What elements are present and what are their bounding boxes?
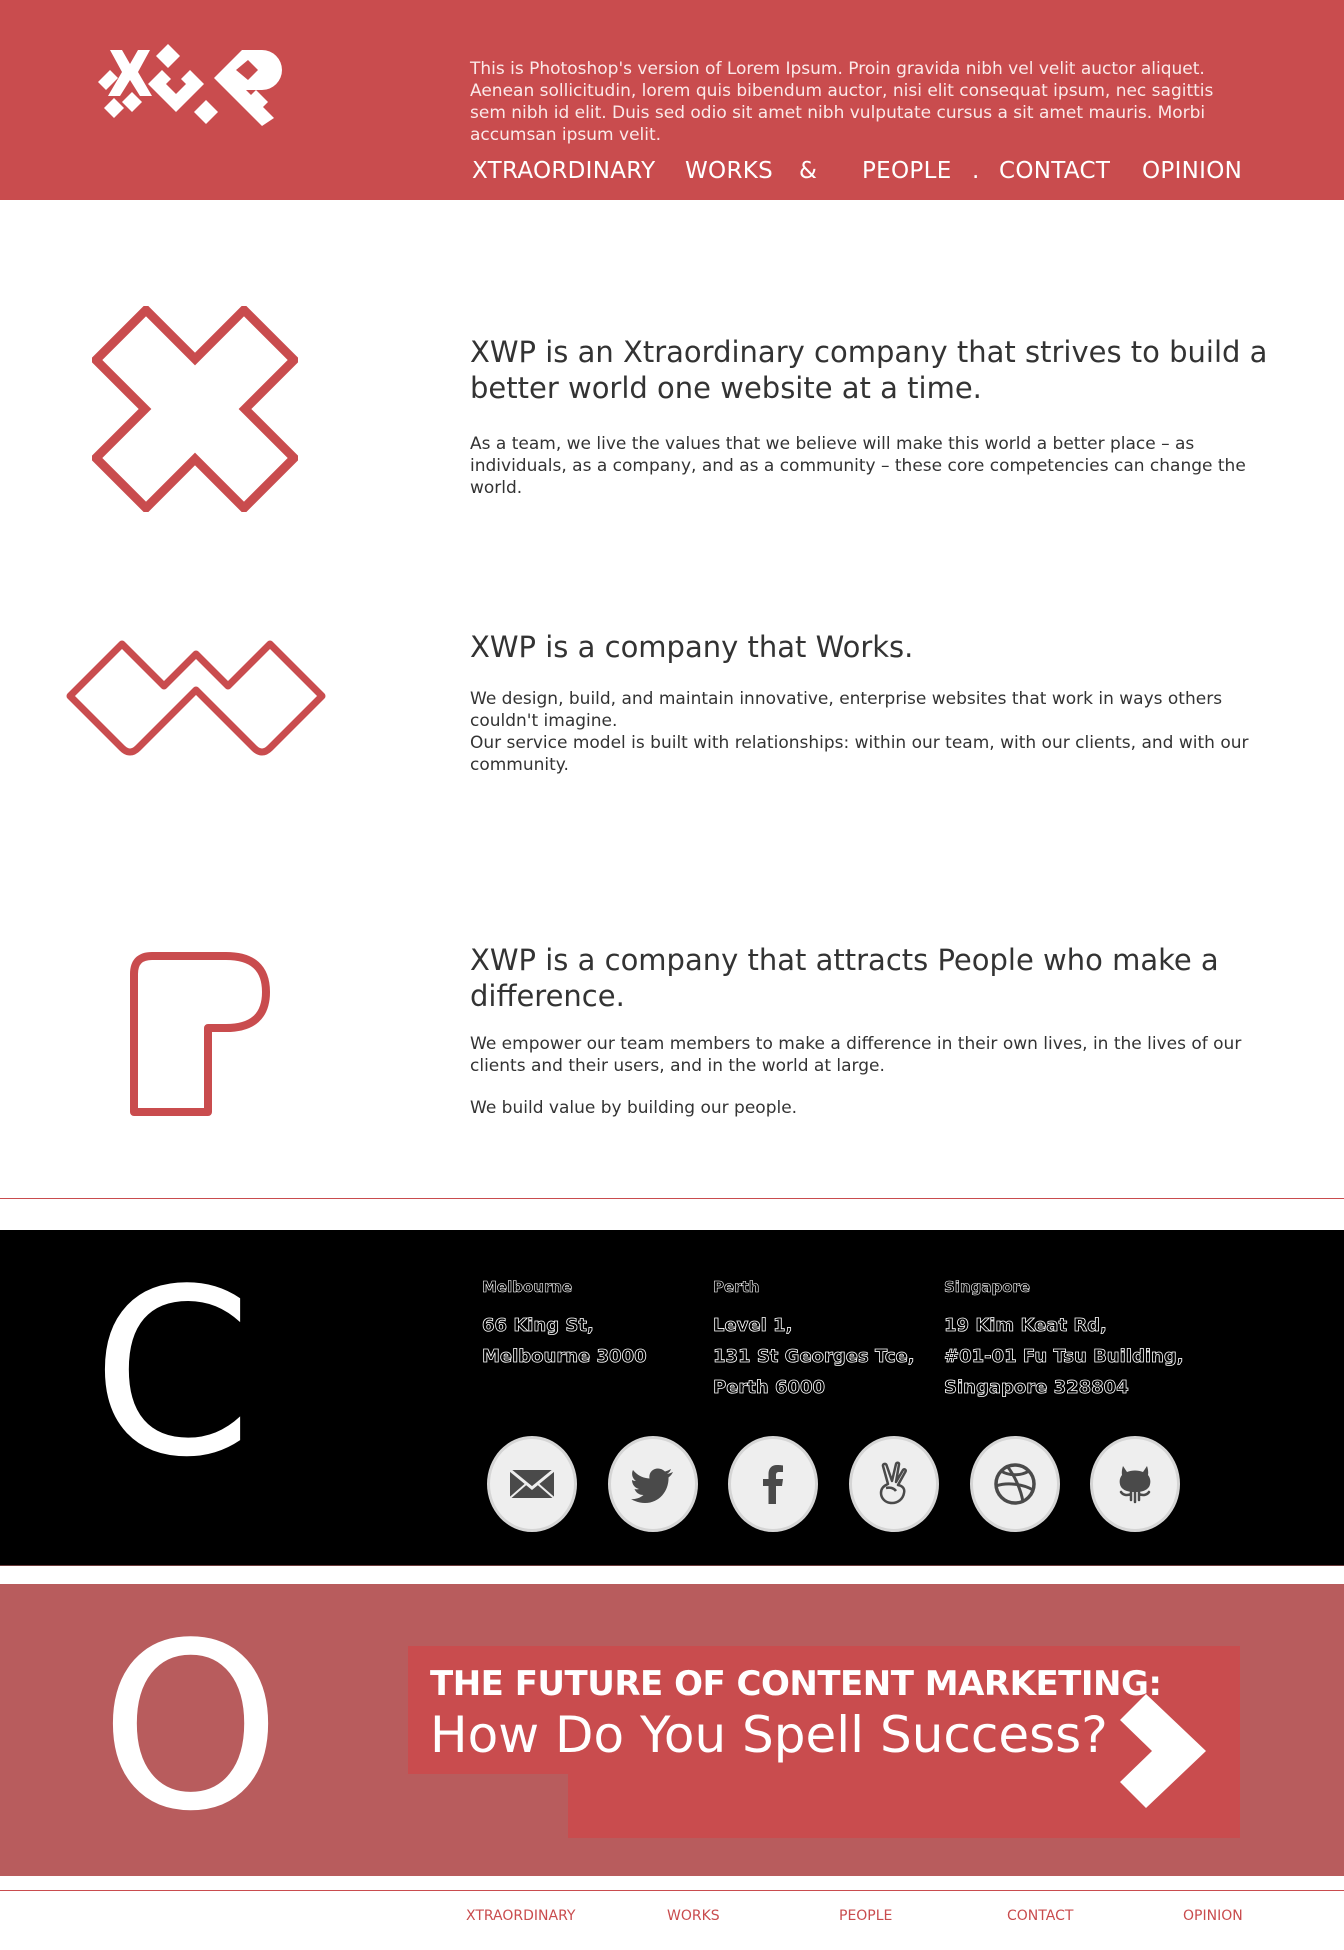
- section-p-paragraph-2: We build value by building our people.: [470, 1098, 798, 1118]
- footer-line: [0, 1890, 1344, 1891]
- office-address-line: 19 Kim Keat Rd,: [944, 1315, 1107, 1336]
- nav-ampersand: &: [799, 158, 818, 184]
- footer-nav: [0, 1908, 1344, 1930]
- angellist-button[interactable]: [849, 1436, 939, 1532]
- office-name: Singapore: [944, 1278, 1031, 1296]
- office-address-line: Melbourne 3000: [482, 1346, 647, 1367]
- footer-nav-works[interactable]: WORKS: [667, 1908, 720, 1924]
- section-x-paragraph: As a team, we live the values that we believe will make this world a better place – as individuals, as a company, and as a community – these core competencies can change the world.: [470, 434, 1246, 498]
- office-address-line: Singapore 328804: [944, 1377, 1129, 1398]
- promo-kicker: THE FUTURE OF CONTENT MARKETING:: [430, 1664, 1162, 1704]
- angellist-icon: [870, 1460, 918, 1508]
- office-name: Melbourne: [482, 1278, 573, 1296]
- nav-people[interactable]: PEOPLE: [862, 158, 952, 184]
- nav-works[interactable]: WORKS: [685, 158, 774, 184]
- office-address-line: 131 St Georges Tce,: [713, 1346, 915, 1367]
- opinion-letter: O: [100, 1595, 282, 1862]
- dribbble-button[interactable]: [970, 1436, 1060, 1532]
- section-p-paragraph-1: We empower our team members to make a difference in their own lives, in the lives of our clients and their users, and in the world at large.: [470, 1034, 1242, 1076]
- office-address-line: Level 1,: [713, 1315, 793, 1336]
- twitter-button[interactable]: [608, 1436, 698, 1532]
- footer-nav-contact[interactable]: CONTACT: [1007, 1908, 1074, 1924]
- github-button[interactable]: [1090, 1436, 1180, 1532]
- office-name: Perth: [713, 1278, 760, 1296]
- office-singapore: [944, 1278, 1184, 1403]
- email-button[interactable]: [487, 1436, 577, 1532]
- section-p-body: [470, 1033, 1270, 1119]
- section-w-paragraph-1: We design, build, and maintain innovative, enterprise websites that work in ways others couldn't imagine.: [470, 689, 1223, 731]
- footer-nav-people[interactable]: PEOPLE: [839, 1908, 893, 1924]
- twitter-icon: [629, 1460, 677, 1508]
- nav-contact[interactable]: CONTACT: [999, 158, 1111, 184]
- xwp-logo[interactable]: [96, 42, 288, 126]
- nav-xtraordinary[interactable]: XTRAORDINARY: [472, 158, 656, 184]
- p-letter-icon: [126, 952, 272, 1116]
- main-nav: [472, 158, 1252, 188]
- promo-headline: How Do You Spell Success?: [430, 1706, 1108, 1764]
- opinion-section: [0, 1584, 1344, 1876]
- office-perth: [713, 1278, 915, 1403]
- facebook-icon: [749, 1460, 797, 1508]
- section-w-body: [470, 688, 1270, 776]
- section-divider: [0, 1198, 1344, 1199]
- office-melbourne: [482, 1278, 647, 1372]
- x-letter-icon: [92, 306, 298, 512]
- intro-text: This is Photoshop's version of Lorem Ipsum. Proin gravida nibh vel velit auctor aliquet. Aenean sollicitudin, lorem quis bibendum auctor, nisi elit consequat ipsum, nec sagittis sem nibh id elit. Duis sed odio sit amet nibh vulputate cursus a sit amet mauris. Morbi accumsan ipsum velit.: [470, 59, 1214, 145]
- nav-dot: .: [972, 158, 980, 184]
- site-header: [0, 0, 1344, 200]
- footer-nav-opinion[interactable]: OPINION: [1183, 1908, 1243, 1924]
- office-address-line: Perth 6000: [713, 1377, 826, 1398]
- chevron-right-icon[interactable]: [1118, 1692, 1218, 1810]
- office-address-line: 66 King St,: [482, 1315, 594, 1336]
- w-letter-icon: [64, 626, 328, 762]
- footer-nav-xtraordinary[interactable]: XTRAORDINARY: [466, 1908, 576, 1924]
- contact-bottom-line: [0, 1565, 1344, 1566]
- section-x-body: [470, 433, 1270, 499]
- office-address-line: #01-01 Fu Tsu Building,: [944, 1346, 1184, 1367]
- section-p-title: XWP is a company that attracts People who make a difference.: [470, 943, 1219, 1013]
- dribbble-icon: [991, 1460, 1039, 1508]
- opinion-promo-banner[interactable]: [408, 1646, 1240, 1838]
- section-x-title: XWP is an Xtraordinary company that strives to build a better world one website at a time.: [470, 335, 1268, 405]
- email-icon: [508, 1460, 556, 1508]
- facebook-button[interactable]: [728, 1436, 818, 1532]
- github-icon: [1111, 1460, 1159, 1508]
- contact-letter: C: [92, 1241, 253, 1508]
- contact-section: [0, 1230, 1344, 1566]
- section-w-paragraph-2: Our service model is built with relationships: within our team, with our clients, and with our community.: [470, 733, 1249, 775]
- nav-opinion[interactable]: OPINION: [1142, 158, 1243, 184]
- section-w-title: XWP is a company that Works.: [470, 630, 914, 664]
